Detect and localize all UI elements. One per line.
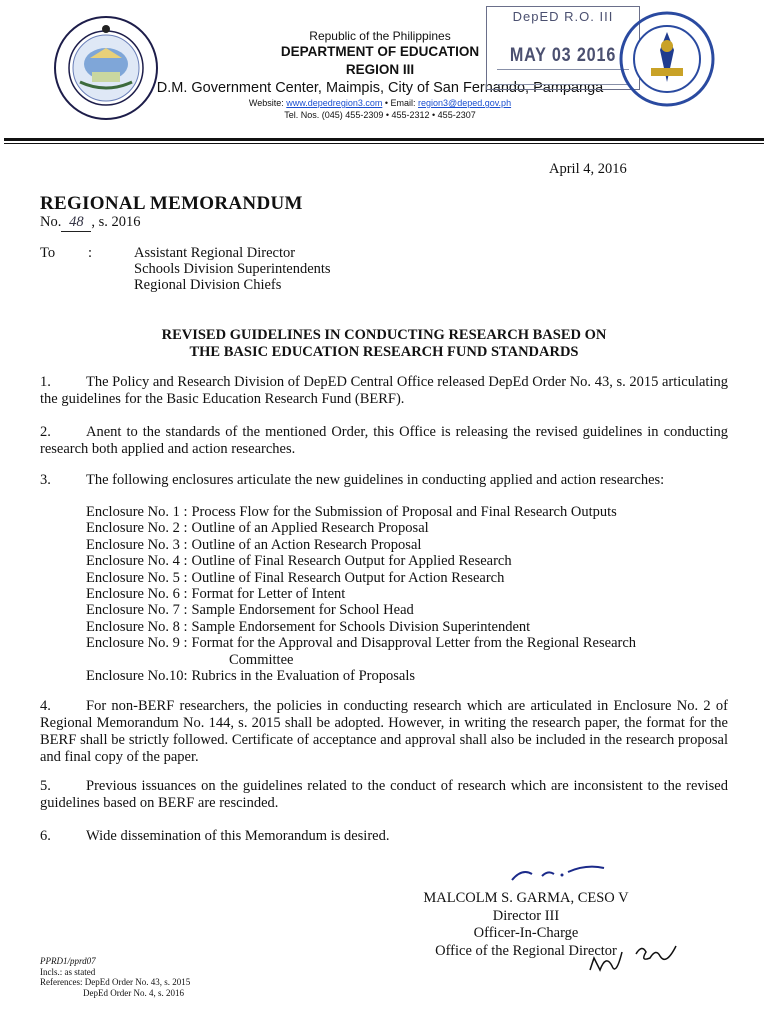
- enclosure-item: [86, 635, 636, 651]
- enclosure-label: Enclosure No. 5 :: [86, 569, 188, 586]
- header-contact: [70, 98, 690, 108]
- subject-line: REVISED GUIDELINES IN CONDUCTING RESEARCH BASED ON: [161, 327, 607, 343]
- enclosure-text: Format for Letter of Intent: [191, 586, 346, 603]
- signatory-office: Office of the Regional Director: [435, 942, 617, 959]
- recipient-item: Assistant Regional Director: [134, 245, 296, 261]
- email-label: • Email:: [384, 98, 416, 108]
- footer-code: PPRD1/pprd07: [40, 956, 96, 966]
- recipient-item: Schools Division Superintendents: [134, 261, 331, 277]
- paragraph-text: Previous issuances on the guidelines related to the conduct of research which are inconsistent to the revised guidelines based on BERF are rescinded.: [40, 778, 728, 811]
- enclosure-label: Enclosure No. 9 :: [86, 635, 188, 652]
- subject-line: THE BASIC EDUCATION RESEARCH FUND STANDARDS: [189, 344, 579, 360]
- paragraph-text: The Policy and Research Division of DepED Central Office released DepEd Order No. 43, s. 2015 articulating the guidelines for the Basic Education Research Fund (BERF).: [40, 374, 728, 407]
- signatory-name: MALCOLM S. GARMA, CESO V: [423, 890, 629, 906]
- enclosure-label: Enclosure No. 2 :: [86, 520, 188, 537]
- paragraph-text: Anent to the standards of the mentioned Order, this Office is releasing the revised guidelines in conducting research both applied and action researches.: [40, 424, 728, 457]
- enclosure-text: Process Flow for the Submission of Proposal and Final Research Outputs: [191, 504, 617, 520]
- paragraph-number: 1.: [40, 374, 51, 390]
- footer-references-label: References:: [40, 977, 83, 987]
- paragraph-4: [40, 698, 728, 766]
- website-link[interactable]: www.depedregion3.com: [286, 98, 383, 108]
- enclosure-label: Enclosure No. 6 :: [86, 586, 188, 603]
- enclosure-label: Enclosure No.10:: [86, 668, 188, 685]
- memo-date: April 4, 2016: [549, 161, 627, 177]
- footer-reference: DepEd Order No. 43, s. 2015: [84, 977, 191, 987]
- website-label: Website:: [248, 98, 284, 108]
- memo-number: [40, 214, 141, 232]
- recipient-list: [134, 245, 331, 293]
- enclosure-text: Committee: [229, 651, 294, 668]
- enclosure-item: [86, 520, 636, 536]
- paragraph-number: 5.: [40, 778, 51, 794]
- to-label: To: [40, 245, 56, 261]
- footer-inclosures: Incls.: as stated: [40, 966, 96, 977]
- enclosure-text: Outline of an Applied Research Proposal: [191, 520, 429, 537]
- enclosure-item: [86, 619, 636, 635]
- header-rule-thick: [4, 138, 764, 141]
- paragraph-1: [40, 374, 728, 408]
- email-link[interactable]: region3@deped.gov.ph: [418, 98, 512, 108]
- memo-subject: [40, 327, 728, 361]
- enclosure-text: Outline of an Action Research Proposal: [191, 536, 422, 553]
- enclosure-item: [86, 602, 636, 618]
- paragraph-5: [40, 778, 728, 812]
- enclosure-label: Enclosure No. 7 :: [86, 602, 188, 619]
- header-republic: Republic of the Philippines: [309, 29, 451, 43]
- enclosure-text: Sample Endorsement for School Head: [191, 602, 414, 619]
- enclosure-item-continuation: [86, 652, 636, 668]
- memo-number-prefix: No.: [40, 214, 62, 230]
- enclosure-text: Format for the Approval and Disapproval Letter from the Regional Research: [191, 635, 637, 652]
- header-telephone: Tel. Nos. (045) 455-2309 • 455-2312 • 455-2307: [284, 110, 476, 120]
- enclosure-text: Outline of Final Research Output for Applied Research: [191, 553, 512, 570]
- enclosure-item: [86, 586, 636, 602]
- enclosure-item: [86, 668, 636, 684]
- paragraph-3: [40, 472, 728, 489]
- paragraph-text: Wide dissemination of this Memorandum is desired.: [86, 828, 390, 844]
- enclosure-label: Enclosure No. 8 :: [86, 618, 188, 635]
- initials-mark: [632, 942, 682, 972]
- recipient-item: Regional Division Chiefs: [134, 277, 282, 293]
- paragraph-number: 6.: [40, 828, 51, 844]
- enclosure-text: Sample Endorsement for Schools Division Superintendent: [191, 618, 531, 635]
- memo-title: REGIONAL MEMORANDUM: [40, 193, 303, 214]
- enclosure-text: Rubrics in the Evaluation of Proposals: [191, 668, 415, 685]
- paragraph-number: 3.: [40, 472, 51, 488]
- enclosure-label: Enclosure No. 3 :: [86, 536, 188, 553]
- enclosure-label: Enclosure No. 1 :: [86, 504, 188, 520]
- paragraph-text: For non-BERF researchers, the policies in conducting research which are articulated in Enclosure No. 2 of Regional Memorandum No. 144, s. 2015 shall be adopted. However, in writing the research paper, the format for the BERF shall be strictly followed. Certificate of acceptance and approval shall also be included in the research proposal and final copy of the paper.: [40, 698, 728, 765]
- footer-notes: [40, 956, 190, 998]
- enclosure-text: Outline of Final Research Output for Action Research: [191, 569, 505, 586]
- paragraph-text: The following enclosures articulate the new guidelines in conducting applied and action researches:: [86, 472, 665, 488]
- enclosure-item: [86, 537, 636, 553]
- footer-reference-row: [40, 977, 190, 988]
- to-colon: :: [88, 245, 93, 261]
- paragraph-6: [40, 828, 728, 845]
- received-stamp: [486, 6, 640, 90]
- paragraph-2: [40, 424, 728, 458]
- stamp-org: DepED R.O. III: [512, 9, 614, 24]
- paragraph-number: 4.: [40, 698, 51, 714]
- footer-reference: DepEd Order No. 4, s. 2016: [83, 987, 184, 998]
- enclosure-item: [86, 553, 636, 569]
- memo-number-value: 48: [61, 214, 91, 232]
- header-address: D.M. Government Center, Maimpis, City of San Fernando, Pampanga: [156, 80, 604, 96]
- initials-mark: [588, 950, 624, 980]
- stamp-date: MAY 03 2016: [509, 45, 617, 66]
- kagawaran-seal-logo: [618, 10, 716, 108]
- header-rule-thin: [4, 143, 764, 144]
- signatory-position: Director III: [492, 907, 560, 924]
- header-region: REGION III: [345, 62, 415, 77]
- stamp-lines: [497, 69, 629, 85]
- signature-mark: [508, 862, 608, 886]
- paragraph-number: 2.: [40, 424, 51, 440]
- enclosure-label: Enclosure No. 4 :: [86, 553, 188, 570]
- header-department: DEPARTMENT OF EDUCATION: [280, 44, 480, 59]
- signatory-role: Officer-In-Charge: [473, 925, 579, 941]
- enclosure-list: [86, 504, 636, 684]
- enclosure-item: [86, 504, 636, 520]
- memo-number-suffix: , s. 2016: [91, 214, 141, 230]
- enclosure-item: [86, 570, 636, 586]
